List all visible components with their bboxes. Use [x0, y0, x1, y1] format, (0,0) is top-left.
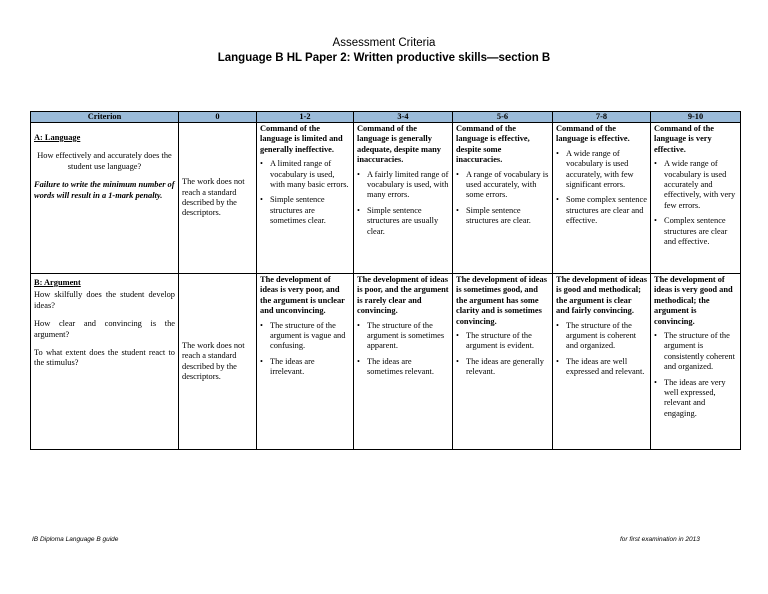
band-descriptor-points: [260, 321, 350, 378]
bullet-icon: •: [654, 216, 657, 226]
band-descriptor-point-text: Complex sentence structures are clear and effective.: [664, 216, 728, 247]
bullet-icon: •: [357, 169, 360, 179]
criterion-b-band-7-8: [553, 274, 651, 450]
bullet-icon: •: [260, 320, 263, 330]
band-descriptor-points: [456, 170, 549, 227]
band-descriptor-point-text: A fairly limited range of vocabulary is used, with many errors.: [367, 169, 449, 200]
band-descriptor-point-text: The ideas are sometimes relevant.: [367, 356, 434, 377]
band-descriptor-point: [556, 321, 647, 352]
bullet-icon: •: [654, 377, 657, 387]
header-band-7-8: 7-8: [553, 112, 651, 123]
criterion-b-band-1-2: [257, 274, 354, 450]
document-title: Assessment Criteria: [332, 37, 436, 49]
criterion-a-row: [31, 123, 741, 274]
criterion-b-band-9-10: [651, 274, 741, 450]
band-descriptor-point: [654, 331, 737, 373]
band-descriptor-points: [654, 159, 737, 247]
criterion-a-cell: [31, 123, 179, 274]
bullet-icon: •: [456, 356, 459, 366]
band-descriptor-point: [654, 159, 737, 211]
band-descriptor-point-text: The ideas are irrelevant.: [270, 356, 315, 377]
band-descriptor-point-text: The ideas are well expressed and relevant.: [566, 356, 645, 377]
bullet-icon: •: [556, 195, 559, 205]
band-descriptor-heading: The development of ideas is sometimes good, and the argument has some clarity and is sometimes convincing.: [456, 275, 547, 326]
band-descriptor-points: [654, 331, 737, 419]
band-descriptor-point-text: The ideas are generally relevant.: [466, 356, 544, 377]
bullet-icon: •: [260, 195, 263, 205]
bullet-icon: •: [456, 169, 459, 179]
band-descriptor-heading: Command of the language is effective.: [556, 124, 630, 144]
bullet-icon: •: [456, 205, 459, 215]
band-descriptor-point: [357, 170, 449, 201]
criterion-a-band-1-2: [257, 123, 354, 274]
band-descriptor-heading: Command of the language is effective, despite some inaccuracies.: [456, 124, 530, 165]
header-band-0: 0: [179, 112, 257, 123]
band-descriptor-heading: Command of the language is very effective.: [654, 124, 715, 154]
criterion-a-band-5-6: [453, 123, 553, 274]
band-descriptor-point-text: A wide range of vocabulary is used accurately, with few significant errors.: [566, 148, 634, 190]
criterion-b-band-5-6: [453, 274, 553, 450]
band-descriptor-point-text: Simple sentence structures are sometimes clear.: [270, 195, 326, 226]
band-descriptor-point-text: The structure of the argument is sometimes apparent.: [367, 320, 445, 351]
band-descriptor-point: [456, 357, 549, 378]
band-descriptor-point: [357, 206, 449, 237]
bullet-icon: •: [357, 205, 360, 215]
band-descriptor-point-text: The structure of the argument is vague and confusing.: [270, 320, 346, 351]
criterion-a-band-9-10: [651, 123, 741, 274]
bullet-icon: •: [357, 320, 360, 330]
bullet-icon: •: [556, 320, 559, 330]
band-descriptor-point-text: Simple sentence structures are clear.: [466, 205, 531, 226]
band-descriptor-point: [556, 195, 647, 226]
band-descriptor-point: [357, 321, 449, 352]
criterion-b-name: B: Argument: [34, 278, 81, 287]
criterion-a-zero: The work does not reach a standard described by the descriptors.: [179, 123, 257, 274]
document-subtitle: Language B HL Paper 2: Written productive skills—section B: [217, 52, 551, 64]
band-descriptor-point: [654, 216, 737, 247]
bullet-icon: •: [556, 148, 559, 158]
band-descriptor-points: [556, 149, 647, 227]
band-descriptor-point-text: The structure of the argument is coherent and organized.: [566, 320, 637, 351]
band-descriptor-point-text: Simple sentence structures are usually clear.: [367, 205, 439, 236]
band-descriptor-point-text: A range of vocabulary is used accurately, with some errors.: [466, 169, 549, 200]
band-descriptor-point: [260, 357, 350, 378]
criterion-a-note: Failure to write the minimum number of words will result in a 1-mark penalty.: [34, 180, 175, 200]
criterion-a-band-3-4: [354, 123, 453, 274]
band-descriptor-point: [556, 149, 647, 191]
criterion-b-question-3: To what extent does the student react to the stimulus?: [34, 348, 175, 368]
band-descriptor-points: [456, 331, 549, 378]
bullet-icon: •: [556, 356, 559, 366]
band-descriptor-point-text: The structure of the argument is evident.: [466, 331, 534, 351]
band-descriptor-points: [357, 170, 449, 237]
header-criterion: Criterion: [31, 112, 179, 123]
assessment-table: [30, 111, 741, 450]
bullet-icon: •: [456, 331, 459, 341]
band-descriptor-point: [357, 357, 449, 378]
band-descriptor-heading: The development of ideas is very poor, and the argument is unclear and unconvincing.: [260, 275, 345, 316]
criterion-a-band-7-8: [553, 123, 651, 274]
band-descriptor-heading: Command of the language is generally adequate, despite many inaccuracies.: [357, 124, 441, 165]
bullet-icon: •: [654, 331, 657, 341]
criterion-b-zero: The work does not reach a standard described by the descriptors.: [179, 274, 257, 450]
criterion-b-band-3-4: [354, 274, 453, 450]
band-descriptor-heading: The development of ideas is very good and methodical; the argument is convincing.: [654, 275, 733, 326]
criterion-a-question: How effectively and accurately does the student use language?: [37, 151, 172, 171]
band-descriptor-point: [456, 331, 549, 352]
band-descriptor-point: [260, 321, 350, 352]
band-descriptor-point: [654, 378, 737, 420]
bullet-icon: •: [260, 356, 263, 366]
band-descriptor-point-text: Some complex sentence structures are clear and effective.: [566, 195, 647, 226]
bullet-icon: •: [357, 356, 360, 366]
band-descriptor-points: [556, 321, 647, 378]
band-descriptor-heading: The development of ideas is poor, and the argument is rarely clear and convincing.: [357, 275, 449, 316]
footer-right: for first examination in 2013: [620, 536, 700, 543]
header-band-5-6: 5-6: [453, 112, 553, 123]
band-descriptor-points: [260, 159, 350, 226]
criterion-b-question-2: How clear and convincing is the argument?: [34, 319, 175, 339]
band-descriptor-point-text: The ideas are very well expressed, relevant and engaging.: [664, 377, 726, 418]
band-descriptor-point-text: A wide range of vocabulary is used accurately and effectively, with very few errors.: [664, 159, 736, 210]
band-descriptor-heading: The development of ideas is good and methodical; the argument is clear and fairly convincing.: [556, 275, 647, 316]
bullet-icon: •: [654, 159, 657, 169]
header-band-3-4: 3-4: [354, 112, 453, 123]
criterion-b-cell: [31, 274, 179, 450]
footer-left: IB Diploma Language B guide: [32, 536, 119, 543]
band-descriptor-point: [456, 170, 549, 201]
bullet-icon: •: [260, 159, 263, 169]
band-descriptor-point: [260, 159, 350, 190]
header-band-1-2: 1-2: [257, 112, 354, 123]
header-band-9-10: 9-10: [651, 112, 741, 123]
criterion-b-question-1: How skilfully does the student develop ideas?: [34, 290, 175, 310]
band-descriptor-point-text: The structure of the argument is consistently coherent and organized.: [664, 331, 735, 372]
band-descriptor-point: [456, 206, 549, 227]
band-descriptor-points: [357, 321, 449, 378]
criterion-a-name: A: Language: [34, 133, 81, 142]
band-descriptor-point: [556, 357, 647, 378]
band-descriptor-heading: Command of the language is limited and generally ineffective.: [260, 124, 343, 154]
band-descriptor-point-text: A limited range of vocabulary is used, with many basic errors.: [270, 159, 349, 190]
band-descriptor-point: [260, 195, 350, 226]
criterion-b-row: [31, 274, 741, 450]
header-row: [31, 112, 741, 123]
